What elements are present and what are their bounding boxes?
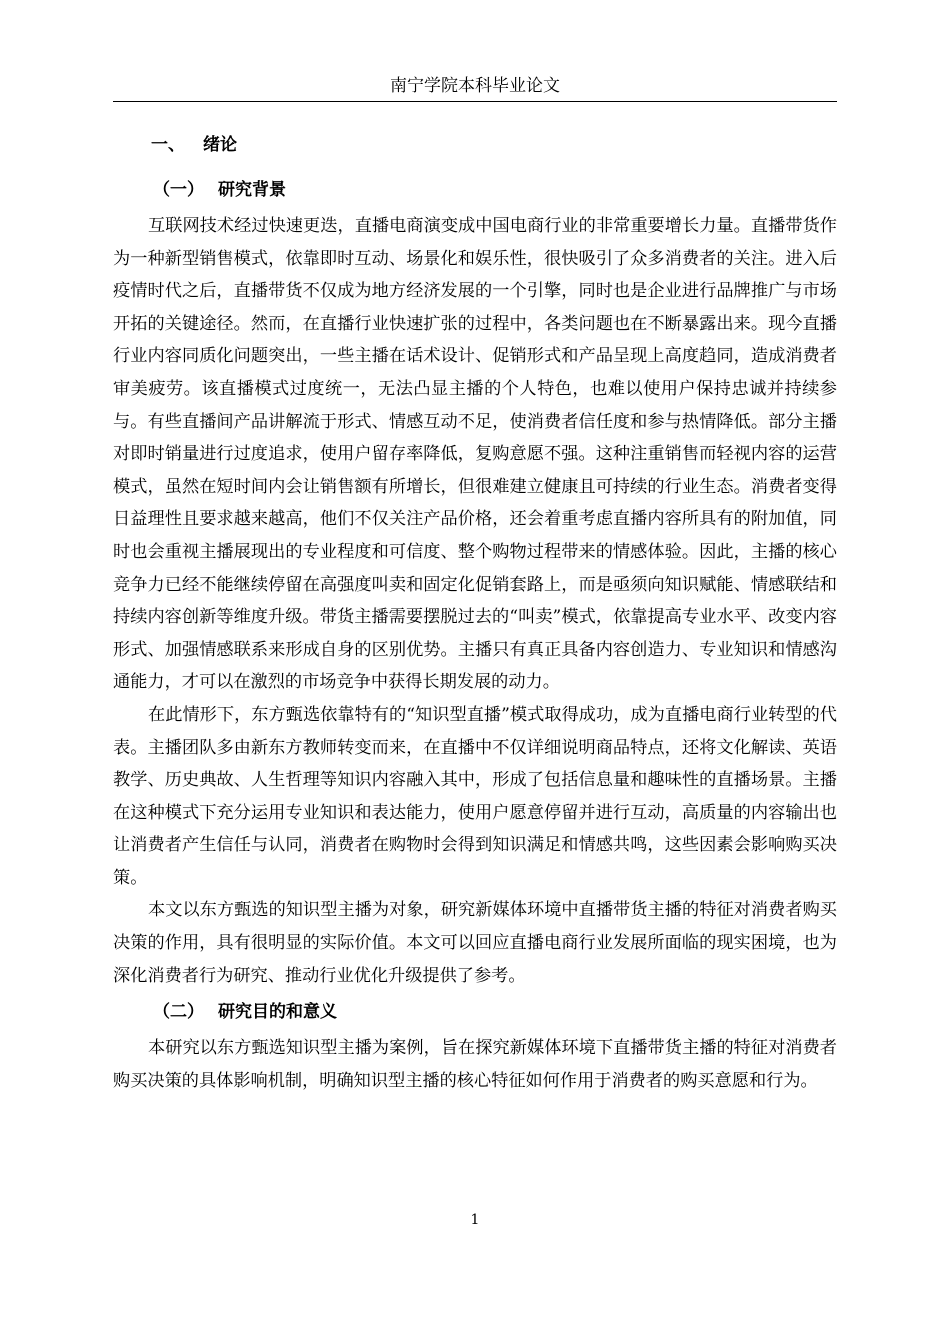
page-body — [113, 129, 837, 1097]
chapter-number: 一、 — [151, 135, 185, 155]
section-heading-background — [153, 174, 837, 206]
section-number: （一） — [153, 180, 204, 200]
section-heading-purpose — [153, 996, 837, 1028]
section-title: 研究背景 — [218, 180, 286, 200]
chapter-title: 绪论 — [203, 135, 237, 155]
section-title: 研究目的和意义 — [218, 1002, 337, 1023]
page-number: 1 — [470, 1212, 480, 1228]
body-paragraph: 本研究以东方甄选知识型主播为案例，旨在探究新媒体环境下直播带货主播的特征对消费者购买决策的具体影响机制，明确知识型主播的核心特征如何作用于消费者的购买意愿和行为。 — [113, 1038, 837, 1091]
section-number: （二） — [153, 1002, 204, 1023]
chapter-heading — [151, 129, 837, 161]
header-rule — [113, 101, 837, 102]
running-header: 南宁学院本科毕业论文 — [390, 76, 560, 96]
body-paragraph: 本文以东方甄选的知识型主播为对象，研究新媒体环境中直播带货主播的特征对消费者购买决策的作用，具有很明显的实际价值。本文可以回应直播电商行业发展所面临的现实困境，也为深化消费者行为研究、推动行业优化升级提供了参考。 — [113, 900, 837, 986]
body-paragraph: 在此情形下，东方甄选依靠特有的“知识型直播”模式取得成功，成为直播电商行业转型的代表。主播团队多由新东方教师转变而来，在直播中不仅详细说明商品特点，还将文化解读、英语教学、历史典故、人生哲理等知识内容融入其中，形成了包括信息量和趣味性的直播场景。主播在这种模式下充分运用专业知识和表达能力，使用户愿意停留并进行互动，高质量的内容输出也让消费者产生信任与认同，消费者在购物时会得到知识满足和情感共鸣，这些因素会影响购买决策。 — [113, 704, 837, 888]
body-paragraph: 互联网技术经过快速更迭，直播电商演变成中国电商行业的非常重要增长力量。直播带货作为一种新型销售模式，依靠即时互动、场景化和娱乐性，很快吸引了众多消费者的关注。进入后疫情时代之后，直播带货不仅成为地方经济发展的一个引擎，同时也是企业进行品牌推广与市场开拓的关键途径。然而，在直播行业快速扩张的过程中，各类问题也在不断暴露出来。现今直播行业内容同质化问题突出，一些主播在话术设计、促销形式和产品呈现上高度趋同，造成消费者审美疲劳。该直播模式过度统一，无法凸显主播的个人特色，也难以使用户保持忠诚并持续参与。有些直播间产品讲解流于形式、情感互动不足，使消费者信任度和参与热情降低。部分主播对即时销量进行过度追求，使用户留存率降低，复购意愿不强。这种注重销售而轻视内容的运营模式，虽然在短时间内会让销售额有所增长，但很难建立健康且可持续的行业生态。消费者变得日益理性且要求越来越高，他们不仅关注产品价格，还会着重考虑直播内容所具有的附加值，同时也会重视主播展现出的专业程度和可信度、整个购物过程带来的情感体验。因此，主播的核心竞争力已经不能继续停留在高强度叫卖和固定化促销套路上，而是亟须向知识赋能、情感联结和持续内容创新等维度升级。带货主播需要摆脱过去的“叫卖”模式，依靠提高专业水平、改变内容形式、加强情感联系来形成自身的区别优势。主播只有真正具备内容创造力、专业知识和情感沟通能力，才可以在激烈的市场竞争中获得长期发展的动力。 — [113, 216, 837, 693]
